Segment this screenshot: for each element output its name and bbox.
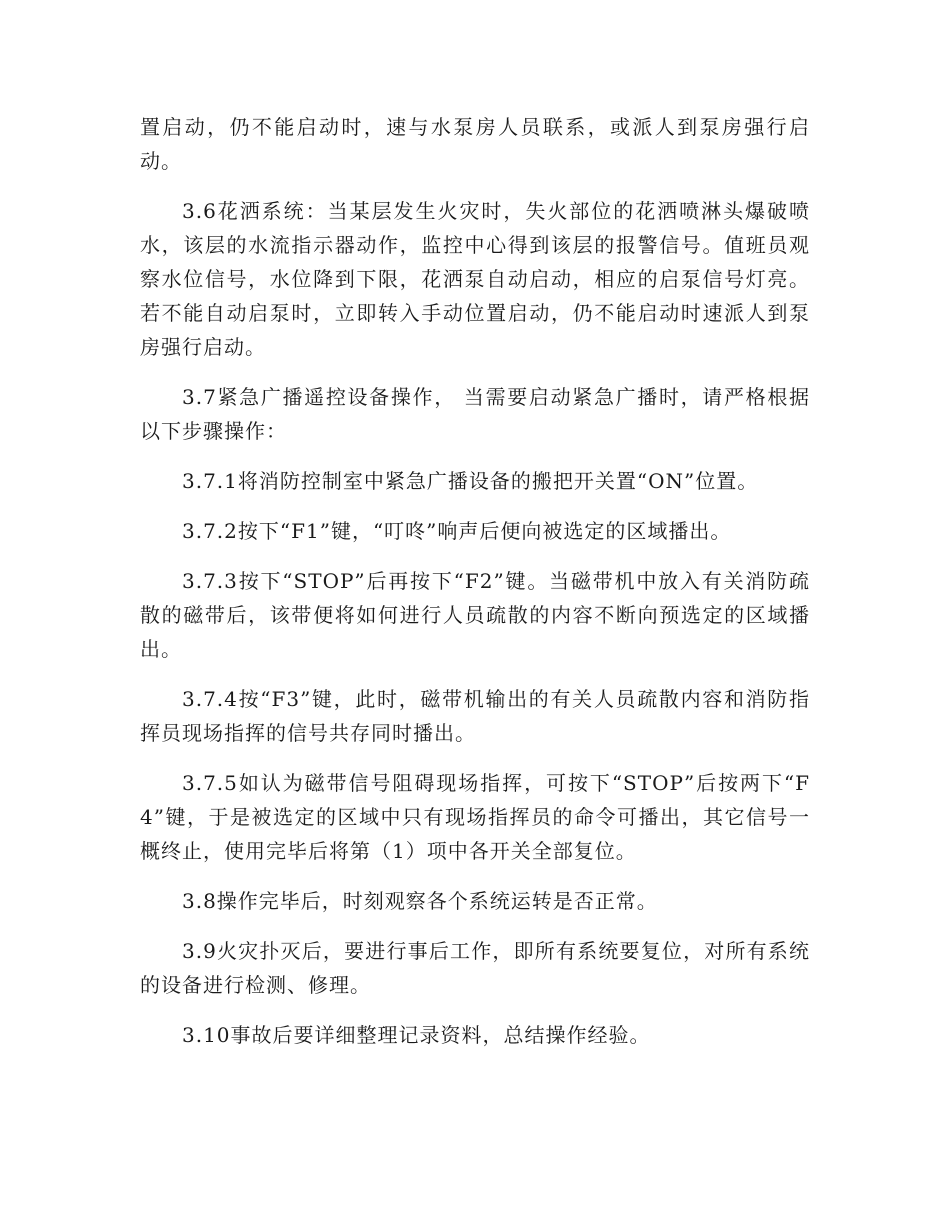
paragraph-3-8: 3.8操作完毕后，时刻观察各个系统运转是否正常。 — [182, 889, 658, 913]
paragraph-3-6: 3.6花洒系统：当某层发生火灾时，失火部位的花洒喷淋头爆破喷水，该层的水流指示器动作，监控中心得到该层的报警信号。值班员观察水位信号，水位降到下限，花洒泵自动启动，相应的启泵信号灯亮。若不能自动启泵时，立即转入手动位置启动，仍不能启动时速派人到泵房强行启动。 — [140, 199, 810, 359]
paragraph-3-10: 3.10事故后要详细整理记录资料，总结操作经验。 — [182, 1023, 651, 1047]
paragraph-3-7-5: 3.7.5如认为磁带信号阻碍现场指挥，可按下“STOP”后按两下“F4”键，于是被选定的区域中只有现场指挥员的命令可播出，其它信号一概终止，使用完毕后将第（1）项中各开关全部复位。 — [140, 771, 810, 863]
paragraph-continuation: 置启动，仍不能启动时，速与水泵房人员联系，或派人到泵房强行启动。 — [140, 115, 810, 173]
paragraph-3-7-2: 3.7.2按下“F1”键，“叮咚”响声后便向被选定的区域播出。 — [182, 519, 732, 543]
paragraph-3-9: 3.9火灾扑灭后，要进行事后工作，即所有系统要复位，对所有系统的设备进行检测、修理。 — [140, 939, 810, 997]
paragraph-3-7-3: 3.7.3按下“STOP”后再按下“F2”键。当磁带机中放入有关消防疏散的磁带后，该带便将如何进行人员疏散的内容不断向预选定的区域播出。 — [140, 569, 810, 661]
paragraph-3-7-4: 3.7.4按“F3”键，此时，磁带机输出的有关人员疏散内容和消防指挥员现场指挥的信号共存同时播出。 — [140, 687, 810, 745]
paragraph-3-7-1: 3.7.1将消防控制室中紧急广播设备的搬把开关置“ON”位置。 — [182, 469, 759, 493]
paragraph-3-7: 3.7紧急广播遥控设备操作， 当需要启动紧急广播时，请严格根据以下步骤操作： — [140, 385, 810, 443]
